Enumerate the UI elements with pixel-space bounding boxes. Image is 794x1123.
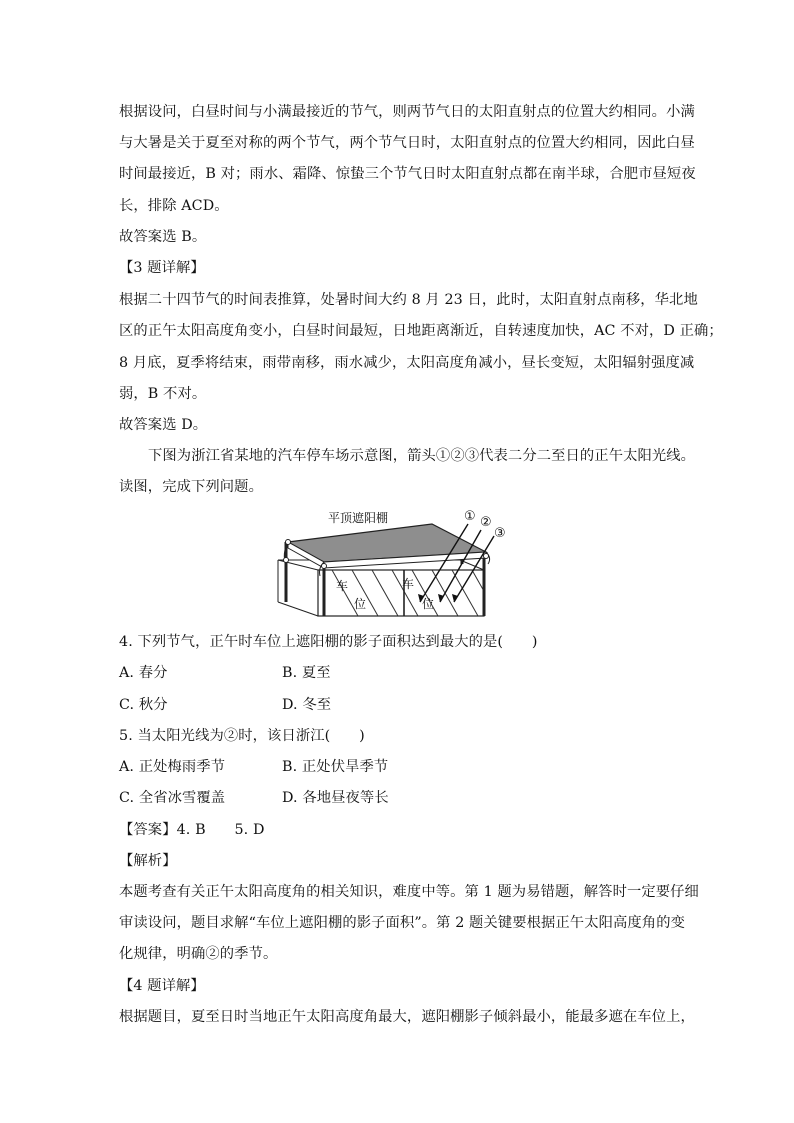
section-heading: 【3 题详解】	[119, 260, 205, 276]
slot-char: 位	[354, 597, 367, 611]
text-line: 审读设问，题目求解“车位上遮阳棚的影子面积”。第 2 题关键要根据正午太阳高度角的变	[119, 915, 685, 931]
answer-key: 【答案】4. B 5. D	[119, 822, 265, 838]
parking-lot-diagram	[268, 502, 516, 620]
answer-line: 故答案选 D。	[119, 417, 208, 433]
post-cap	[322, 564, 327, 569]
option-b: B. 正处伏旱季节	[282, 759, 389, 775]
post-cap	[284, 558, 289, 563]
slot-char: 车	[336, 579, 349, 593]
post-cap	[286, 540, 291, 545]
text-line: 弱，B 不对。	[119, 386, 207, 402]
option-c: C. 秋分	[119, 697, 168, 713]
option-d: D. 各地昼夜等长	[282, 790, 389, 806]
arrow-label-1: ①	[464, 509, 476, 524]
option-d: D. 冬至	[282, 697, 332, 713]
section-heading: 【4 题详解】	[119, 978, 205, 994]
question-stem: 4. 下列节气，正午时车位上遮阳棚的影子面积达到最大的是( )	[119, 634, 538, 650]
option-c: C. 全省冰雪覆盖	[119, 790, 226, 806]
slot-char: 车	[402, 577, 415, 591]
text-line: 下图为浙江省某地的汽车停车场示意图，箭头①②③代表二分二至日的正午太阳光线。	[148, 448, 696, 464]
text-line: 读图，完成下列问题。	[119, 479, 263, 495]
arrow-label-2: ②	[480, 515, 492, 530]
text-line: 根据设问，白昼时间与小满最接近的节气，则两节气日的太阳直射点的位置大约相同。小满	[119, 104, 695, 120]
text-line: 根据题目，夏至日时当地正午太阳高度角最大，遮阳棚影子倾斜最小，能最多遮在车位上，	[119, 1009, 695, 1025]
option-b: B. 夏至	[282, 665, 331, 681]
text-line: 根据二十四节气的时间表推算，处暑时间大约 8 月 23 日，此时，太阳直射点南移，华北地	[119, 292, 698, 308]
text-line: 与大暑是关于夏至对称的两个节气，两个节气日时，太阳直射点的位置大约相同，因此白昼	[119, 135, 695, 151]
option-a: A. 正处梅雨季节	[119, 759, 226, 775]
option-a: A. 春分	[119, 665, 168, 681]
arrow-label-3: ③	[494, 526, 506, 541]
text-line: 长，排除 ACD。	[119, 198, 229, 214]
question-stem: 5. 当太阳光线为②时，该日浙江( )	[119, 728, 365, 744]
text-line: 8 月底，夏季将结束，雨带南移，雨水减少，太阳高度角减小，昼长变短，太阳辐射强度减	[119, 355, 695, 371]
text-line: 区的正午太阳高度角变小，白昼时间最短，日地距离渐近，自转速度加快，AC 不对，D 正确；	[119, 323, 723, 339]
post-cap	[484, 554, 489, 559]
text-line: 化规律，明确②的季节。	[119, 946, 278, 962]
text-line: 本题考查有关正午太阳高度角的相关知识，难度中等。第 1 题为易错题，解答时一定要仔细	[119, 884, 699, 900]
roof-label: 平顶遮阳棚	[328, 511, 389, 525]
text-line: 时间最接近，B 对；雨水、霜降、惊蛰三个节气日时太阳直射点都在南半球，合肥市昼短夜	[119, 166, 696, 182]
floor-front-edge	[278, 602, 318, 616]
slot-char: 位	[422, 597, 435, 611]
section-heading: 【解析】	[119, 853, 177, 869]
answer-line: 故答案选 B。	[119, 229, 207, 245]
